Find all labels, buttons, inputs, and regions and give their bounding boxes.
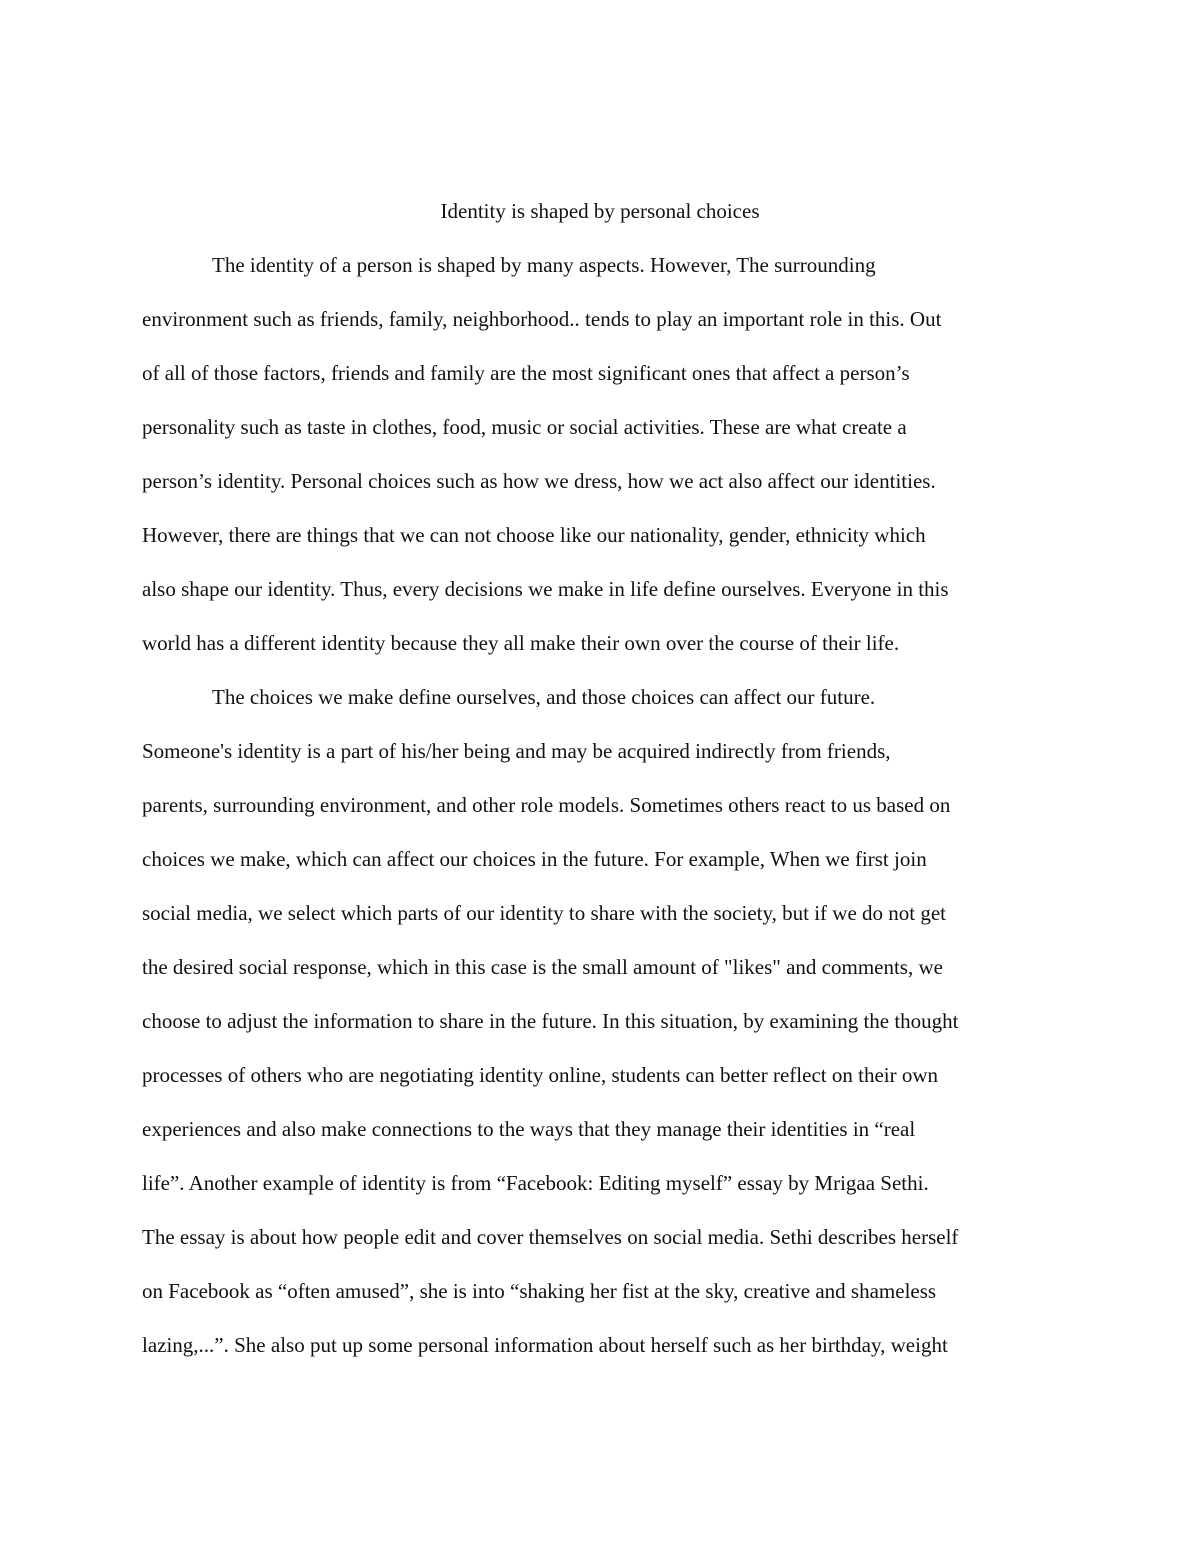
paragraph-2-line-3: parents, surrounding environment, and other role models. Sometimes others react to us based on [142, 793, 951, 817]
paragraph-2-line-8: processes of others who are negotiating identity online, students can better reflect on their own [142, 1063, 939, 1087]
paragraph-2-line-9: experiences and also make connections to the ways that they manage their identities in “real [142, 1117, 916, 1141]
paragraph-1-line-4: personality such as taste in clothes, food, music or social activities. These are what create a [142, 415, 907, 439]
paragraph-1-line-7: also shape our identity. Thus, every decisions we make in life define ourselves. Everyone in this [142, 577, 949, 601]
paragraph-1-line-1: The identity of a person is shaped by many aspects. However, The surrounding [212, 253, 876, 277]
paragraph-1-line-8: world has a different identity because they all make their own over the course of their life. [142, 631, 900, 655]
paragraph-2-line-4: choices we make, which can affect our choices in the future. For example, When we first join [142, 847, 927, 871]
paragraph-2-line-11: The essay is about how people edit and cover themselves on social media. Sethi describes herself [142, 1225, 959, 1249]
paragraph-2-line-1: The choices we make define ourselves, and those choices can affect our future. [212, 685, 876, 709]
paragraph-1-line-3: of all of those factors, friends and family are the most significant ones that affect a person’s [142, 361, 910, 385]
paragraph-2-line-7: choose to adjust the information to share in the future. In this situation, by examining the thought [142, 1009, 959, 1033]
paragraph-2-line-6: the desired social response, which in this case is the small amount of "likes" and comments, we [142, 955, 943, 979]
paragraph-1-line-6: However, there are things that we can not choose like our nationality, gender, ethnicity which [142, 523, 926, 547]
paragraph-2-line-5: social media, we select which parts of our identity to share with the society, but if we do not get [142, 901, 947, 925]
paragraph-1-line-2: environment such as friends, family, neighborhood.. tends to play an important role in this. Out [142, 307, 942, 331]
paragraph-2-line-2: Someone's identity is a part of his/her being and may be acquired indirectly from friends, [142, 739, 891, 763]
paragraph-2-line-13: lazing,...”. She also put up some personal information about herself such as her birthday, weight [142, 1333, 948, 1357]
paragraph-2-line-12: on Facebook as “often amused”, she is into “shaking her fist at the sky, creative and shameless [142, 1279, 937, 1303]
paragraph-1-line-5: person’s identity. Personal choices such as how we dress, how we act also affect our identities. [142, 469, 936, 493]
document-title: Identity is shaped by personal choices [440, 199, 760, 223]
paragraph-2-line-10: life”. Another example of identity is from “Facebook: Editing myself” essay by Mrigaa Sethi. [142, 1171, 929, 1195]
